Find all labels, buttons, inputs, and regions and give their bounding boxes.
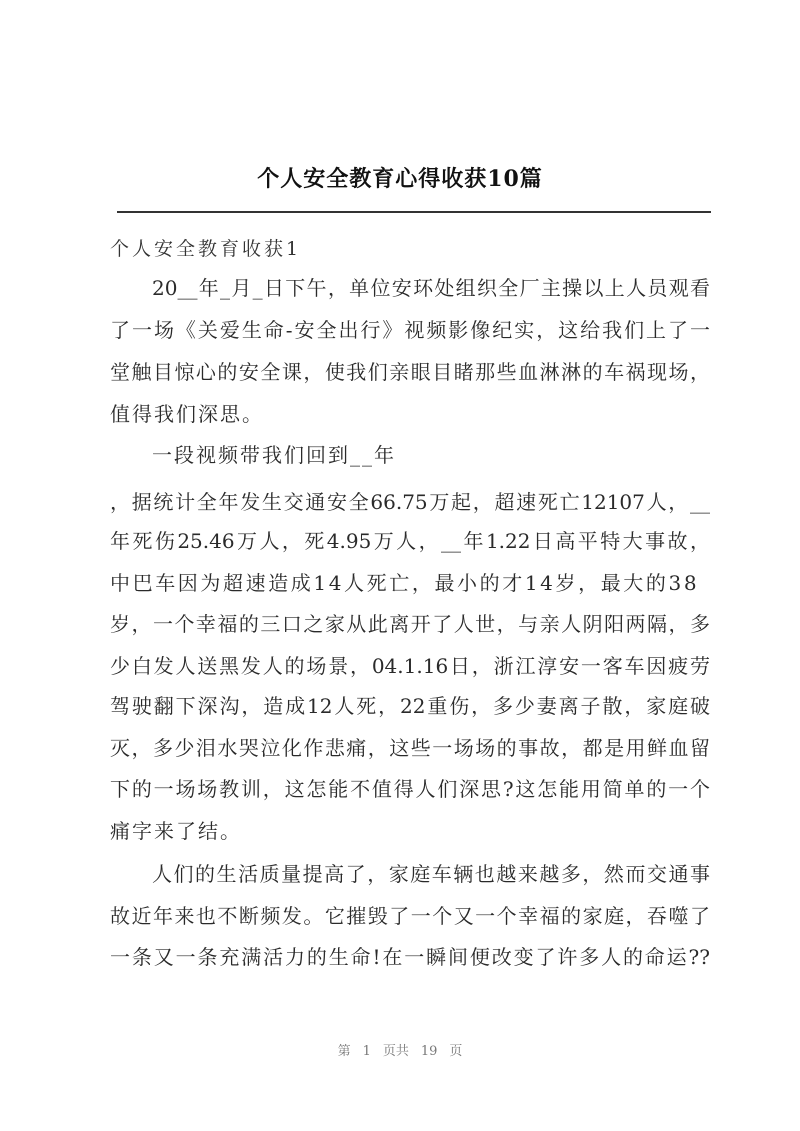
section-heading: 个人安全教育收获1 bbox=[110, 238, 302, 260]
paragraph-line: 故近年来也不断频发。它摧毁了一个又一个幸福的家庭，吞噬了 bbox=[110, 904, 710, 928]
paragraph-line: 堂触目惊心的安全课，使我们亲眼目睹那些血淋淋的车祸现场， bbox=[110, 360, 710, 384]
paragraph-line: 值得我们深思。 bbox=[110, 402, 264, 426]
paragraph-line: 下的一场场教训，这怎能不值得人们深思?这怎能用简单的一个 bbox=[110, 777, 710, 801]
paragraph-line: 少白发人送黑发人的场景，04.1.16日，浙江淳安一客车因疲劳 bbox=[110, 654, 710, 678]
document-title: 个人安全教育心得收获10篇 bbox=[257, 166, 543, 192]
page-footer bbox=[0, 1040, 800, 1059]
paragraph-line: 驾驶翻下深沟，造成12人死，22重伤，多少妻离子散，家庭破 bbox=[110, 694, 710, 718]
paragraph-line: ，据统计全年发生交通安全66.75万起，超速死亡12107人，__ bbox=[110, 490, 710, 514]
paragraph-line: 年死伤25.46万人，死4.95万人，__年1.22日高平特大事故， bbox=[110, 529, 710, 553]
title-divider bbox=[117, 211, 711, 213]
paragraph-line: 灭，多少泪水哭泣化作悲痛，这些一场场的事故，都是用鲜血留 bbox=[110, 736, 710, 760]
paragraph-line: 中巴车因为超速造成14人死亡，最小的才14岁，最大的38 bbox=[110, 571, 700, 595]
paragraph-line: 了一场《关爱生命-安全出行》视频影像纪实，这给我们上了一 bbox=[110, 318, 710, 342]
footer-suffix: 页 bbox=[449, 1044, 463, 1059]
paragraph-line: 一段视频带我们回到__年 bbox=[152, 443, 396, 467]
current-page-number: 1 bbox=[362, 1044, 371, 1059]
paragraph-line: 一条又一条充满活力的生命!在一瞬间便改变了许多人的命运?? bbox=[110, 945, 710, 969]
paragraph-line: 20__年_月_日下午，单位安环处组织全厂主操以上人员观看 bbox=[152, 276, 710, 300]
paragraph-line: 人们的生活质量提高了，家庭车辆也越来越多，然而交通事 bbox=[152, 862, 710, 886]
paragraph-line: 痛字来了结。 bbox=[110, 819, 242, 843]
footer-prefix: 第 bbox=[337, 1044, 351, 1059]
footer-middle: 页共 bbox=[382, 1044, 409, 1059]
paragraph-line: 岁，一个幸福的三口之家从此离开了人世，与亲人阴阳两隔，多 bbox=[110, 612, 710, 636]
total-pages: 19 bbox=[420, 1044, 438, 1059]
